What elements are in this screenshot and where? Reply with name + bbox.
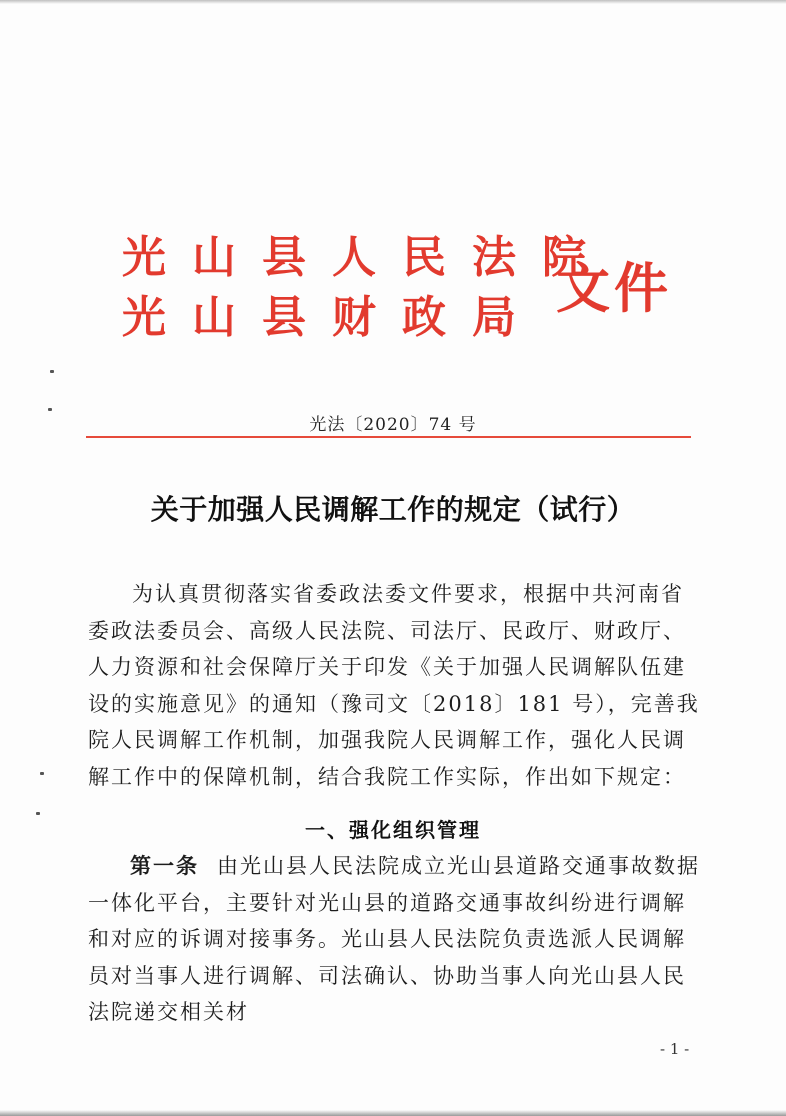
- article-label: 第一条: [130, 853, 199, 878]
- scan-speck: [40, 772, 44, 775]
- scan-speck: [50, 370, 54, 373]
- page-number: - 1 -: [660, 1040, 690, 1058]
- header-red-rule: [86, 436, 691, 438]
- document-header-word: 文件: [556, 256, 672, 320]
- article-paragraph: [88, 848, 700, 1031]
- intro-paragraph: 为认真贯彻落实省委政法委文件要求，根据中共河南省委政法委员会、高级人民法院、司法厅、民政厅、财政厅、人力资源和社会保障厅关于印发《关于加强人民调解队伍建设的实施意见》的通知（豫司文〔2018〕181 号），完善我院人民调解工作机制，加强我院人民调解工作，强化人民调解工作中的保障机制，结合我院工作实际，作出如下规定：: [88, 582, 700, 789]
- scan-speck: [36, 812, 40, 815]
- scan-edge-top: [0, 0, 786, 4]
- section-heading: 一、强化组织管理: [305, 818, 481, 842]
- scan-speck: [48, 408, 52, 411]
- issuer-court-name: 光山县人民法院: [122, 232, 612, 283]
- scan-edge-bottom: [0, 1110, 786, 1116]
- document-title: 关于加强人民调解工作的规定（试行）: [150, 493, 636, 526]
- article-text: 由光山县人民法院成立光山县道路交通事故数据一体化平台，主要针对光山县的道路交通事故纠纷进行调解和对应的诉调对接事务。光山县人民法院负责选派人民调解员对当事人进行调解、司法确认、协助当事人向光山县人民法院递交相关材: [88, 854, 700, 1024]
- issuer-finance-bureau-name: 光山县财政局: [122, 292, 542, 343]
- document-number: 光法〔2020〕74 号: [309, 415, 477, 435]
